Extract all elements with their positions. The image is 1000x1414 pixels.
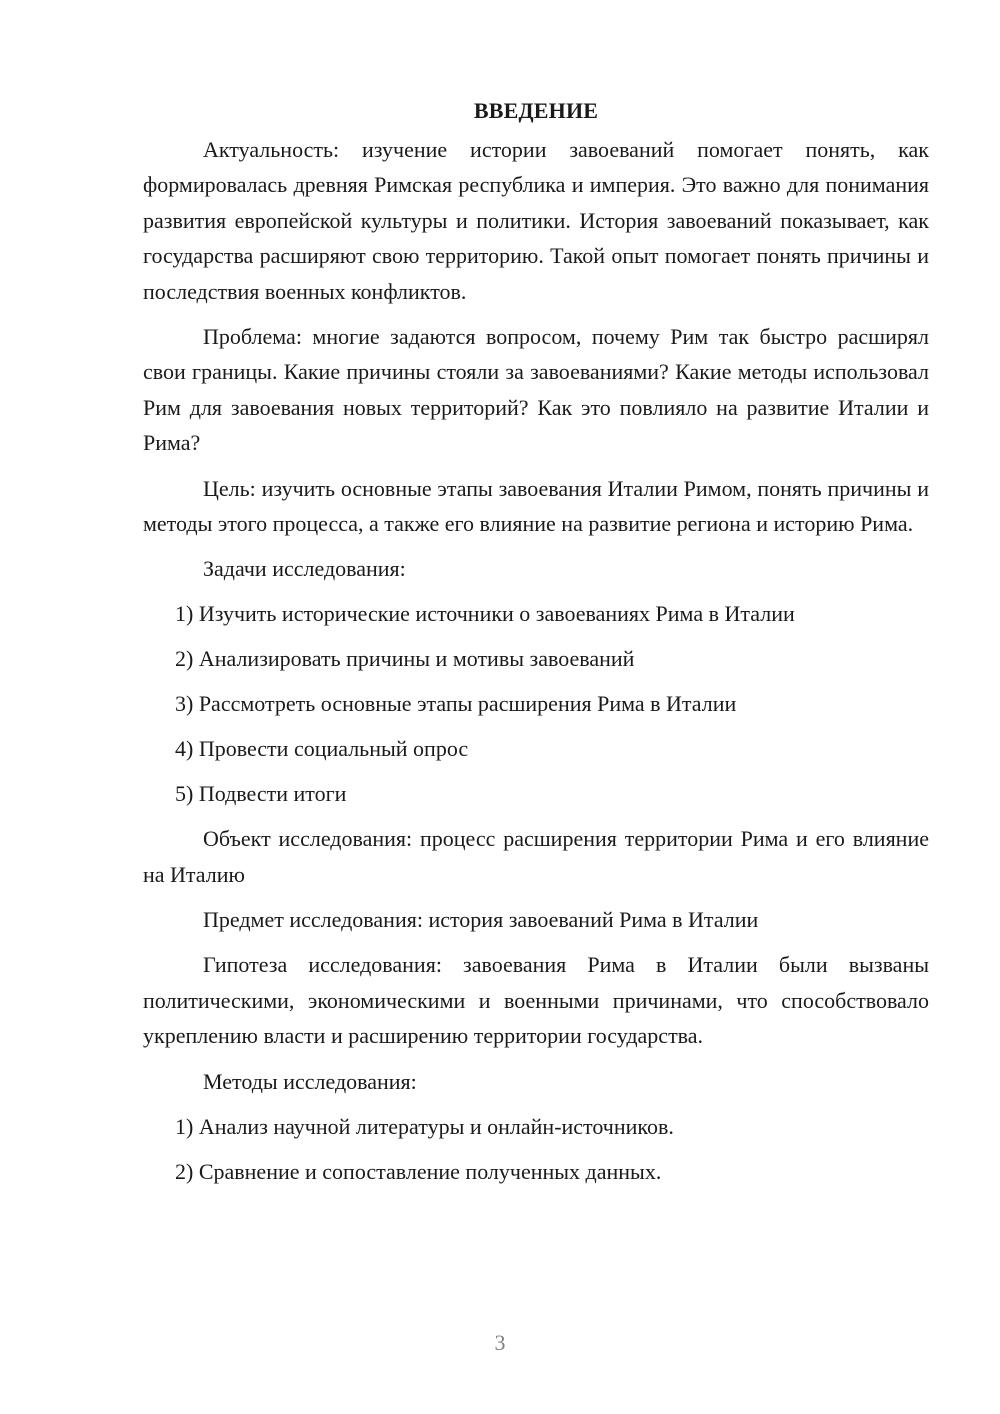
- methods-heading: Методы исследования:: [203, 1068, 417, 1094]
- list-item: 1) Изучить исторические источники о завоеваниях Рима в Италии: [175, 601, 795, 627]
- list-item: 4) Провести социальный опрос: [175, 736, 469, 762]
- tasks-heading: Задачи исследования:: [203, 556, 406, 582]
- goal-paragraph: Цель: изучить основные этапы завоевания Италии Римом, понять причины и методы этого процесса, а также его влияние на развитие региона и историю Рима.: [143, 475, 929, 537]
- methods-list: [143, 1109, 929, 1189]
- relevance-paragraph: Актуальность: изучение истории завоеваний помогает понять, как формировалась древняя Римская республика и империя. Это важно для понимания развития европейской культуры и политики. История завоеваний показывает, как государства расширяют свою территорию. Такой опыт помогает понять причины и последствия военных конфликтов.: [143, 137, 929, 304]
- list-item: 3) Рассмотреть основные этапы расширения Рима в Италии: [175, 691, 737, 717]
- document-page: [143, 96, 929, 1199]
- list-item: 2) Анализировать причины и мотивы завоеваний: [175, 646, 635, 672]
- list-item: 1) Анализ научной литературы и онлайн-источников.: [175, 1113, 674, 1139]
- hypothesis-paragraph: Гипотеза исследования: завоевания Рима в Италии были вызваны политическими, экономическими и военными причинами, что способствовало укреплению власти и расширению территории государства.: [143, 952, 929, 1049]
- subject-line: Предмет исследования: история завоеваний Рима в Италии: [203, 907, 759, 933]
- list-item: 2) Сравнение и сопоставление полученных данных.: [175, 1158, 662, 1184]
- page-number: 3: [494, 1330, 506, 1355]
- list-item: 5) Подвести итоги: [175, 781, 347, 807]
- section-title: ВВЕДЕНИЕ: [473, 98, 599, 123]
- object-paragraph: Объект исследования: процесс расширения территории Рима и его влияние на Италию: [143, 826, 929, 887]
- problem-paragraph: Проблема: многие задаются вопросом, почему Рим так быстро расширял свои границы. Какие причины стояли за завоеваниями? Какие методы использовал Рим для завоевания новых территорий? Как это повлияло на развитие Италии и Рима?: [143, 324, 929, 456]
- tasks-list: [143, 596, 929, 811]
